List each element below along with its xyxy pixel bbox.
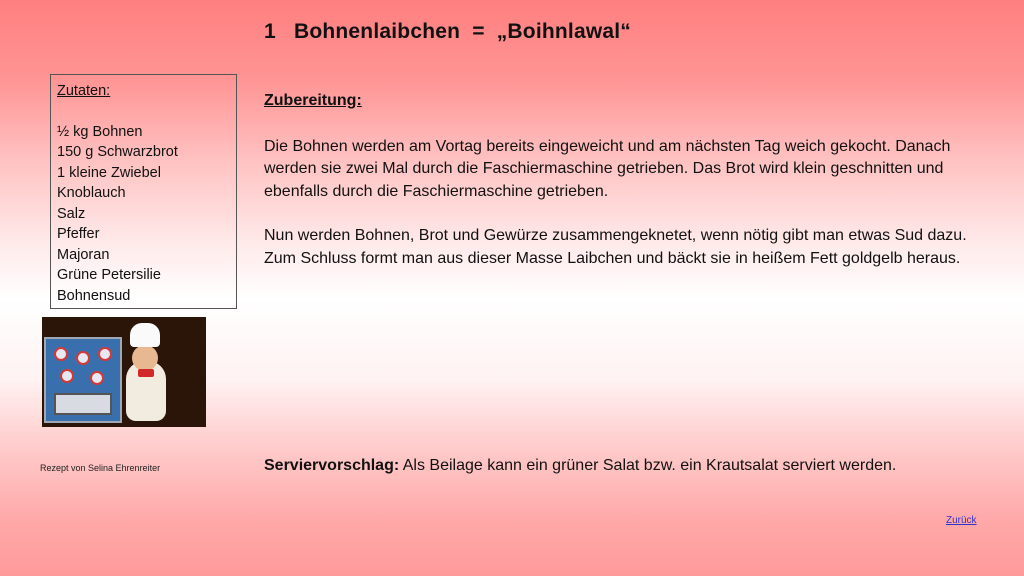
- ingredient-item: Majoran: [57, 246, 110, 263]
- ingredient-item: Salz: [57, 205, 86, 222]
- serving-label: Serviervorschlag:: [264, 457, 400, 474]
- ingredient-item: Knoblauch: [57, 185, 126, 201]
- ingredient-item: Bohnensud: [57, 287, 131, 304]
- preparation-paragraph: Die Bohnen werden am Vortag bereits eingeweicht und am nächsten Tag weich gekocht. Danach werden sie zwei Mal durch die Faschiermaschine getrieben. Das Brot wird klein geschnitten und ebenfalls durch die Faschiermaschine getrieben.: [264, 137, 951, 200]
- stove-illustration: [44, 337, 122, 423]
- ingredient-item: Pfeffer: [57, 226, 100, 242]
- back-link[interactable]: Zurück: [946, 515, 977, 526]
- ingredient-item: Grüne Petersilie: [57, 267, 161, 283]
- ingredients-list: [57, 122, 236, 307]
- preparation-section: [264, 90, 994, 292]
- preparation-heading: Zubereitung:: [264, 92, 362, 109]
- ingredients-box: [50, 74, 237, 309]
- ingredients-heading: Zutaten:: [57, 83, 111, 99]
- author-credit: Rezept von Selina Ehrenreiter: [40, 463, 161, 473]
- serving-suggestion: [264, 457, 896, 475]
- page-title: 1 Bohnenlaibchen = „Boihnlawal“: [264, 20, 631, 43]
- preparation-paragraph: Nun werden Bohnen, Brot und Gewürze zusammengeknetet, wenn nötig gibt man etwas Sud dazu. Zum Schluss formt man aus dieser Masse Laibchen und bäckt sie in heißem Fett goldgelb heraus.: [264, 227, 967, 267]
- ingredient-item: ½ kg Bohnen: [57, 123, 143, 140]
- ingredient-item: 1 kleine Zwiebel: [57, 164, 161, 181]
- ingredient-item: 150 g Schwarzbrot: [57, 144, 178, 160]
- chef-stove-image: [42, 317, 206, 427]
- serving-text: Als Beilage kann ein grüner Salat bzw. ein Krautsalat serviert werden.: [399, 457, 897, 474]
